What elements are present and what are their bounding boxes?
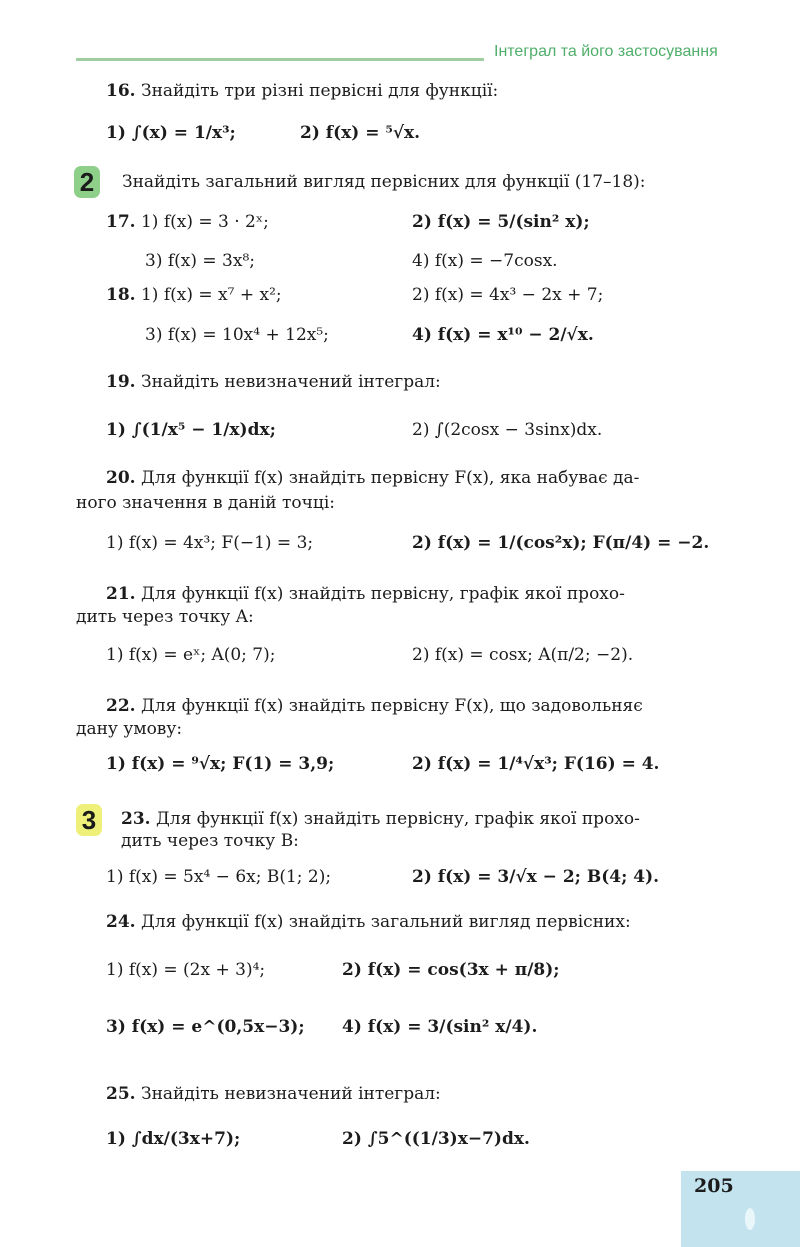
problem-text: Для функції f(x) знайдіть загальний вигляд первісних: (135, 912, 631, 932)
problem-number: 18. (106, 285, 136, 305)
task-18-1: 1) f(x) = x⁷ + x²; (135, 285, 282, 305)
task-19-1: 1) ∫(1/x⁵ − 1/x)dx; (106, 420, 276, 440)
task-20-1: 1) f(x) = 4x³; F(−1) = 3; (106, 533, 314, 553)
task-25-2: 2) ∫5^((1/3)x−7)dx. (342, 1129, 530, 1149)
task-22-1: 1) f(x) = ⁹√x; F(1) = 3,9; (106, 754, 335, 774)
problem-text: Для функції f(x) знайдіть первісну, графік якої прохо- (135, 584, 625, 604)
problem-21-cont: дить через точку A: (76, 607, 254, 627)
task-24-4: 4) f(x) = 3/(sin² x/4). (342, 1017, 538, 1037)
task-18-2: 2) f(x) = 4x³ − 2x + 7; (412, 285, 604, 305)
problem-number: 25. (106, 1084, 136, 1104)
problem-number: 17. (106, 212, 136, 232)
task-24-3: 3) f(x) = e^(0,5x−3); (106, 1017, 305, 1037)
problem-22-cont: дану умову: (76, 719, 183, 739)
problem-18 (106, 284, 282, 306)
task-18-3: 3) f(x) = 10x⁴ + 12x⁵; (145, 325, 329, 345)
header-rule (76, 58, 484, 61)
task-24-1: 1) f(x) = (2x + 3)⁴; (106, 960, 266, 980)
problem-20 (106, 467, 639, 489)
problem-23 (121, 808, 640, 830)
level-2-badge: 2 (74, 166, 100, 198)
task-24-2: 2) f(x) = cos(3x + π/8); (342, 960, 560, 980)
problem-23-cont: дить через точку B: (121, 831, 299, 851)
task-16-2: 2) f(x) = ⁵√x. (300, 123, 421, 143)
problem-number: 23. (121, 809, 151, 829)
level-3-badge: 3 (76, 804, 102, 836)
task-17-2: 2) f(x) = 5/(sin² x); (412, 212, 590, 232)
task-17-1: 1) f(x) = 3 · 2ˣ; (135, 212, 269, 232)
problem-17 (106, 211, 269, 233)
problem-16 (106, 80, 498, 102)
task-18-4: 4) f(x) = x¹⁰ − 2/√x. (412, 325, 594, 345)
problem-number: 20. (106, 468, 136, 488)
problem-number: 19. (106, 372, 136, 392)
problem-25 (106, 1083, 441, 1105)
problem-20-cont: ного значення в даній точці: (76, 493, 335, 513)
problem-text: Знайдіть невизначений інтеграл: (135, 372, 441, 392)
task-20-2: 2) f(x) = 1/(cos²x); F(π/4) = −2. (412, 533, 710, 553)
problem-number: 16. (106, 81, 136, 101)
problem-19 (106, 371, 441, 393)
task-21-2: 2) f(x) = cosx; A(π/2; −2). (412, 645, 634, 665)
problem-number: 21. (106, 584, 136, 604)
corner-ornament (745, 1208, 755, 1230)
task-17-3: 3) f(x) = 3x⁸; (145, 251, 255, 271)
problem-number: 22. (106, 696, 136, 716)
problem-number: 24. (106, 912, 136, 932)
problem-text: Для функції f(x) знайдіть первісну, графік якої прохо- (150, 809, 640, 829)
page-number: 205 (694, 1175, 734, 1197)
task-17-4: 4) f(x) = −7cosx. (412, 251, 558, 271)
running-header: Інтеграл та його застосування (494, 43, 718, 60)
task-22-2: 2) f(x) = 1/⁴√x³; F(16) = 4. (412, 754, 660, 774)
section-2-intro: Знайдіть загальний вигляд первісних для функції (17–18): (122, 172, 646, 192)
problem-24 (106, 911, 631, 933)
problem-21 (106, 583, 625, 605)
task-23-2: 2) f(x) = 3/√x − 2; B(4; 4). (412, 867, 660, 887)
problem-text: Знайдіть три різні первісні для функції: (135, 81, 499, 101)
problem-text: Для функції f(x) знайдіть первісну F(x), яка набуває да- (135, 468, 640, 488)
task-19-2: 2) ∫(2cosx − 3sinx)dx. (412, 420, 603, 440)
task-23-1: 1) f(x) = 5x⁴ − 6x; B(1; 2); (106, 867, 332, 887)
task-21-1: 1) f(x) = eˣ; A(0; 7); (106, 645, 276, 665)
task-16-1: 1) ∫(x) = 1/x³; (106, 123, 236, 143)
task-25-1: 1) ∫dx/(3x+7); (106, 1129, 241, 1149)
problem-text: Знайдіть невизначений інтеграл: (135, 1084, 441, 1104)
problem-22 (106, 695, 643, 717)
problem-text: Для функції f(x) знайдіть первісну F(x), що задовольняє (135, 696, 643, 716)
